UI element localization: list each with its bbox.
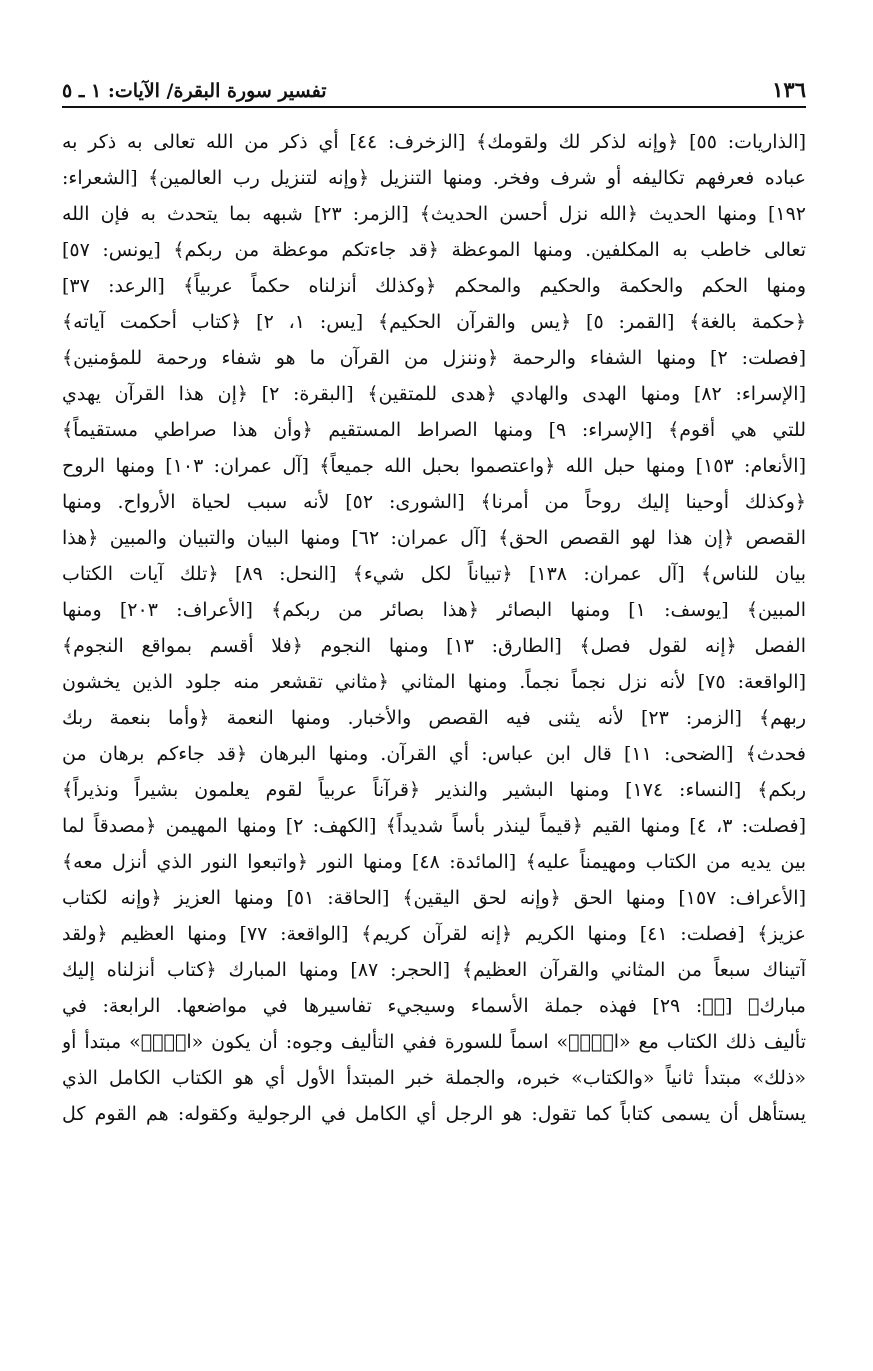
text-line: ربكم﴾ [النساء: ١٧٤] ومنها البشير والنذير ﴿قرآناً عربياً لقوم يعلمون بشيراً ونذيراً﴾ xyxy=(62,779,806,801)
text-line: الفصل ﴿إنه لقول فصل﴾ [الطارق: ١٣] ومنها النجوم ﴿فلا أقسم بمواقع النجوم﴾ xyxy=(62,635,806,657)
page-number: ١٣٦ xyxy=(772,77,806,102)
text-line: بين يديه من الكتاب ومهيمناً عليه﴾ [المائدة: ٤٨] ومنها النور ﴿واتبعوا النور الذي أنزل معه﴾ xyxy=(62,851,806,873)
text-line: آتيناك سبعاً من المثاني والقرآن العظيم﴾ [الحجر: ٨٧] ومنها المبارك ﴿كتاب أنزلناه إليك xyxy=(62,959,806,981)
text-line: «ذلك» مبتدأ ثانياً «والكتاب» خبره، والجملة خبر المبتدأ الأول أي هو الكتاب الكامل الذي xyxy=(62,1067,806,1089)
text-line: عباده فعرفهم تكاليفه أو شرف وفخر. ومنها التنزيل ﴿وإنه لتنزيل رب العالمين﴾ [الشعراء: xyxy=(62,167,806,189)
text-line: [فصلت: ٣، ٤] ومنها القيم ﴿قيماً لينذر بأساً شديداً﴾ [الكهف: ٢] ومنها المهيمن ﴿مصدقاً لما xyxy=(62,815,806,837)
text-line: للتي هي أقوم﴾ [الإسراء: ٩] ومنها الصراط المستقيم ﴿وأن هذا صراطي مستقيماً﴾ xyxy=(62,419,806,441)
text-line: فحدث﴾ [الضحى: ١١] قال ابن عباس: أي القرآن. ومنها البرهان ﴿قد جاءكم برهان من xyxy=(62,743,806,765)
page-header xyxy=(62,60,806,108)
book-page xyxy=(62,60,806,1310)
running-title: تفسير سورة البقرة/ الآيات: ١ ـ ٥ xyxy=(62,80,327,102)
text-line: المبين﴾ [يوسف: ١] ومنها البصائر ﴿هذا بصائر من ربكم﴾ [الأعراف: ٢٠٣] ومنها xyxy=(62,599,806,621)
text-line: تعالى خاطب به المكلفين. ومنها الموعظة ﴿قد جاءتكم موعظة من ربكم﴾ [يونس: ٥٧] xyxy=(62,239,806,261)
text-line: بيان للناس﴾ [آل عمران: ١٣٨] ﴿تبياناً لكل شيء﴾ [النحل: ٨٩] ﴿تلك آيات الكتاب xyxy=(62,563,806,585)
text-line: ﴿حكمة بالغة﴾ [القمر: ٥] ﴿يس والقرآن الحكيم﴾ [يس: ١، ٢] ﴿كتاب أحكمت آياته﴾ xyxy=(62,311,806,333)
text-line: يستأهل أن يسمى كتاباً كما تقول: هو الرجل أي الكامل في الرجولية وكقوله: هم القوم كل xyxy=(62,1103,806,1125)
text-line: [الأعراف: ١٥٧] ومنها الحق ﴿وإنه لحق اليقين﴾ [الحاقة: ٥١] ومنها العزيز ﴿وإنه لكتاب xyxy=(62,887,806,909)
text-line: [الواقعة: ٧٥] لأنه نزل نجماً نجماً. ومنها المثاني ﴿مثاني تقشعر منه جلود الذين يخشون xyxy=(62,671,806,693)
text-line: [فصلت: ٢] ومنها الشفاء والرحمة ﴿وننزل من القرآن ما هو شفاء ورحمة للمؤمنين﴾ xyxy=(62,347,806,369)
text-line: [الإسراء: ٨٢] ومنها الهدى والهادي ﴿هدى للمتقين﴾ [البقرة: ٢] ﴿إن هذا القرآن يهدي xyxy=(62,383,806,405)
text-line: ١٩٢] ومنها الحديث ﴿الله نزل أحسن الحديث﴾ [الزمر: ٢٣] شبهه بما يتحدث به فإن الله xyxy=(62,203,806,225)
text-line: مبارك﴾ [صۤ: ٢٩] فهذه جملة الأسماء وسيجيء تفاسيرها في مواضعها. الرابعة: في xyxy=(62,995,806,1017)
text-line: [الأنعام: ١٥٣] ومنها حبل الله ﴿واعتصموا بحبل الله جميعاً﴾ [آل عمران: ١٠٣] ومنها الروح xyxy=(62,455,806,477)
text-line: عزيز﴾ [فصلت: ٤١] ومنها الكريم ﴿إنه لقرآن كريم﴾ [الواقعة: ٧٧] ومنها العظيم ﴿ولقد xyxy=(62,923,806,945)
text-line: ربهم﴾ [الزمر: ٢٣] لأنه يثنى فيه القصص والأخبار. ومنها النعمة ﴿وأما بنعمة ربك xyxy=(62,707,806,729)
text-line: [الذاريات: ٥٥] ﴿وإنه لذكر لك ولقومك﴾ [الزخرف: ٤٤] أي ذكر من الله تعالى به ذكر به xyxy=(62,131,806,153)
text-line: ومنها الحكم والحكمة والحكيم والمحكم ﴿وكذلك أنزلناه حكماً عربياً﴾ [الرعد: ٣٧] xyxy=(62,275,806,297)
text-line: القصص ﴿إن هذا لهو القصص الحق﴾ [آل عمران: ٦٢] ومنها البيان والتبيان والمبين ﴿هذا xyxy=(62,527,806,549)
page-body-text xyxy=(62,124,806,1132)
text-line: تأليف ذلك الكتاب مع «الۤمۤ» اسماً للسورة ففي التأليف وجوه: أن يكون «الۤمۤ» مبتدأ أو xyxy=(62,1031,806,1053)
text-line: ﴿وكذلك أوحينا إليك روحاً من أمرنا﴾ [الشورى: ٥٢] لأنه سبب لحياة الأرواح. ومنها xyxy=(62,491,806,513)
